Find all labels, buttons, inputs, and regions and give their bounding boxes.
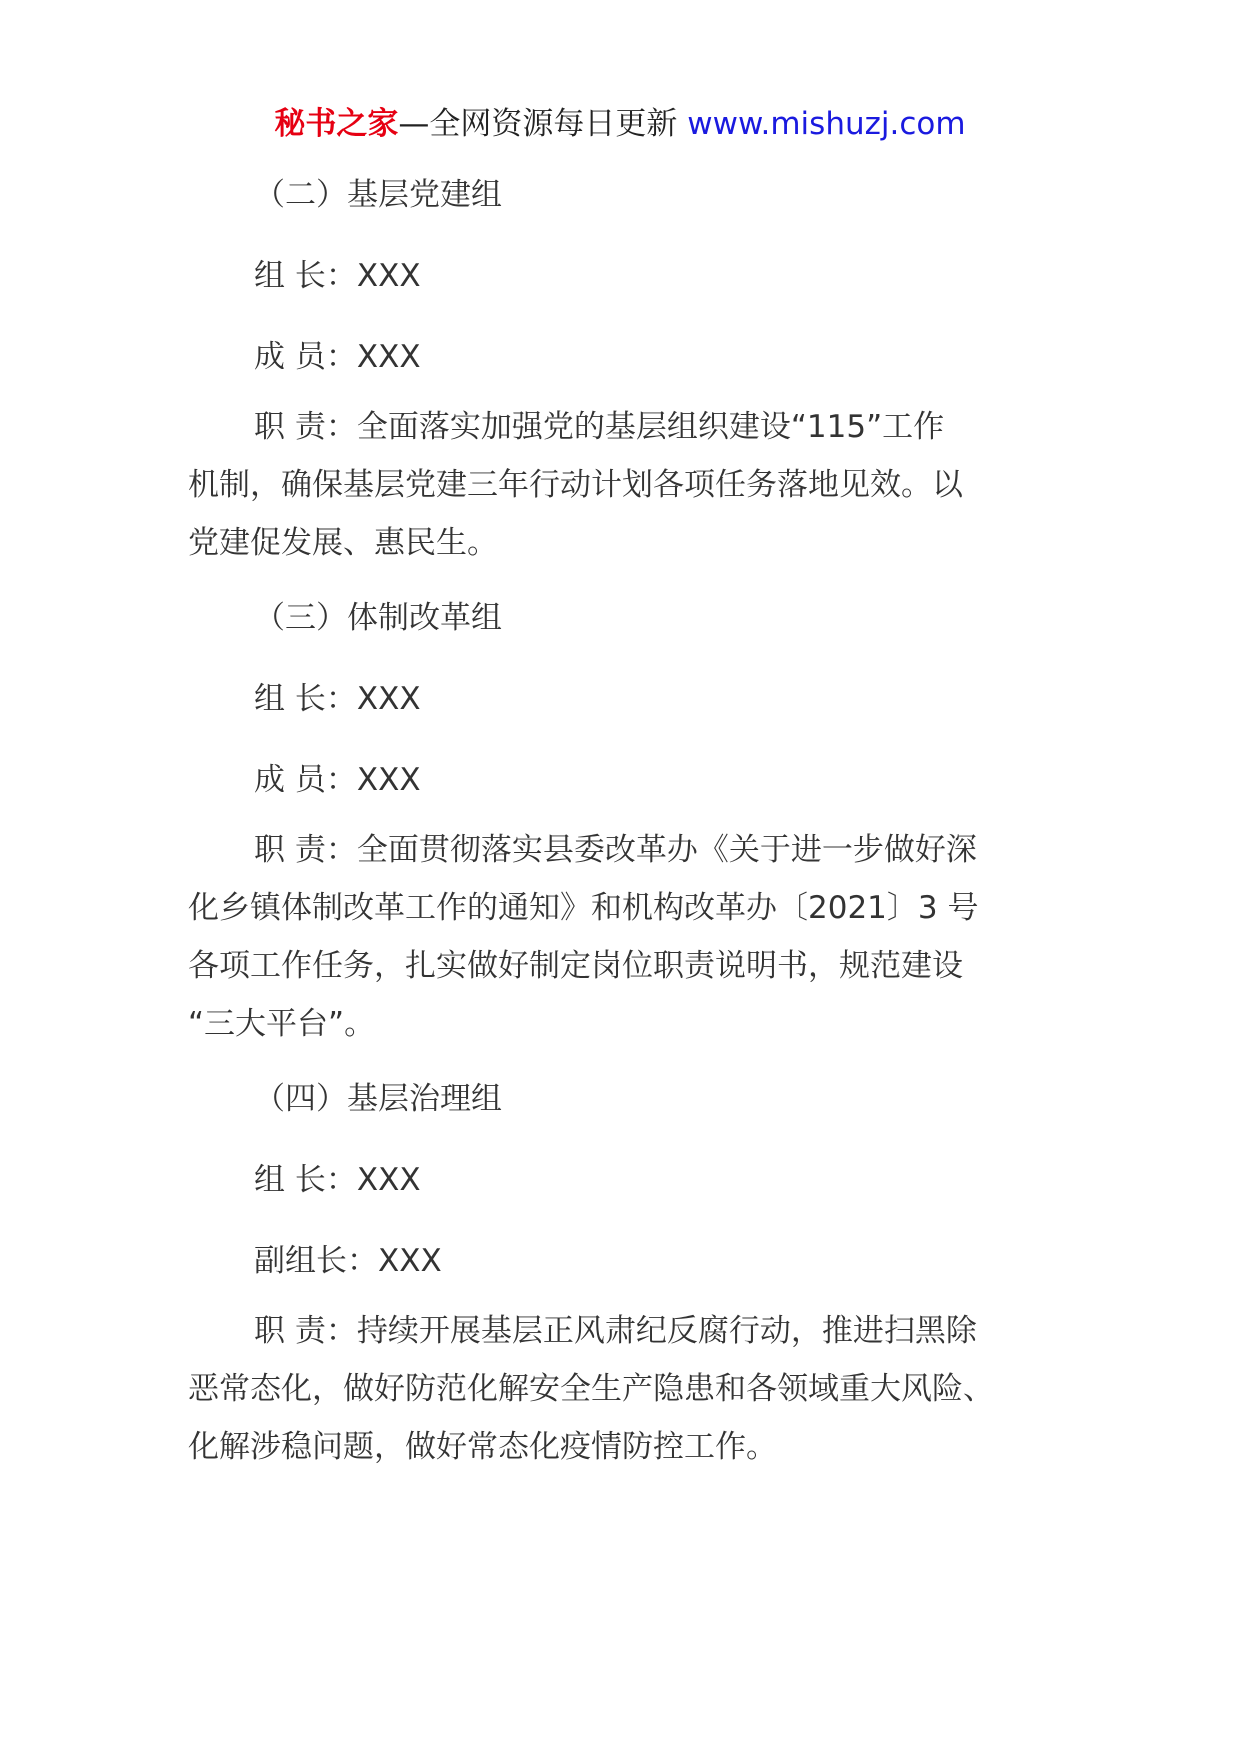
site-header: [0, 102, 1240, 146]
section-heading: （三）体制改革组: [254, 600, 502, 636]
section-heading: （二）基层党建组: [254, 177, 502, 213]
section-heading: （四）基层治理组: [254, 1081, 502, 1117]
duty-line: 党建促发展、惠民生。: [188, 525, 498, 561]
deputy-leader-line: 副组长：XXX: [254, 1243, 442, 1279]
leader-line: 组 长：XXX: [254, 1162, 421, 1198]
duty-line: 职 责：全面贯彻落实县委改革办《关于进一步做好深: [254, 832, 977, 868]
duty-line: 各项工作任务，扎实做好制定岗位职责说明书，规范建设: [188, 948, 963, 984]
site-url-link[interactable]: www.mishuzj.com: [687, 106, 966, 142]
site-tagline: —全网资源每日更新: [398, 106, 688, 142]
leader-line: 组 长：XXX: [254, 258, 421, 294]
duty-line: 化解涉稳问题，做好常态化疫情防控工作。: [188, 1429, 777, 1465]
duty-paragraph: [188, 1302, 1048, 1476]
duty-line: “三大平台”。: [188, 1006, 376, 1042]
member-line: 成 员：XXX: [254, 339, 421, 375]
member-line: 成 员：XXX: [254, 762, 421, 798]
duty-line: 机制，确保基层党建三年行动计划各项任务落地见效。以: [188, 467, 963, 503]
site-brand: 秘书之家: [274, 106, 399, 142]
duty-line: 职 责：全面落实加强党的基层组织建设“115”工作: [254, 409, 945, 445]
duty-paragraph: [188, 398, 1048, 572]
document-body: [188, 163, 1048, 1489]
duty-line: 化乡镇体制改革工作的通知》和机构改革办〔2021〕3 号: [188, 890, 979, 926]
duty-line: 职 责：持续开展基层正风肃纪反腐行动，推进扫黑除: [254, 1313, 977, 1349]
duty-line: 恶常态化，做好防范化解安全生产隐患和各领域重大风险、: [188, 1371, 994, 1407]
duty-paragraph: [188, 821, 1048, 1053]
leader-line: 组 长：XXX: [254, 681, 421, 717]
